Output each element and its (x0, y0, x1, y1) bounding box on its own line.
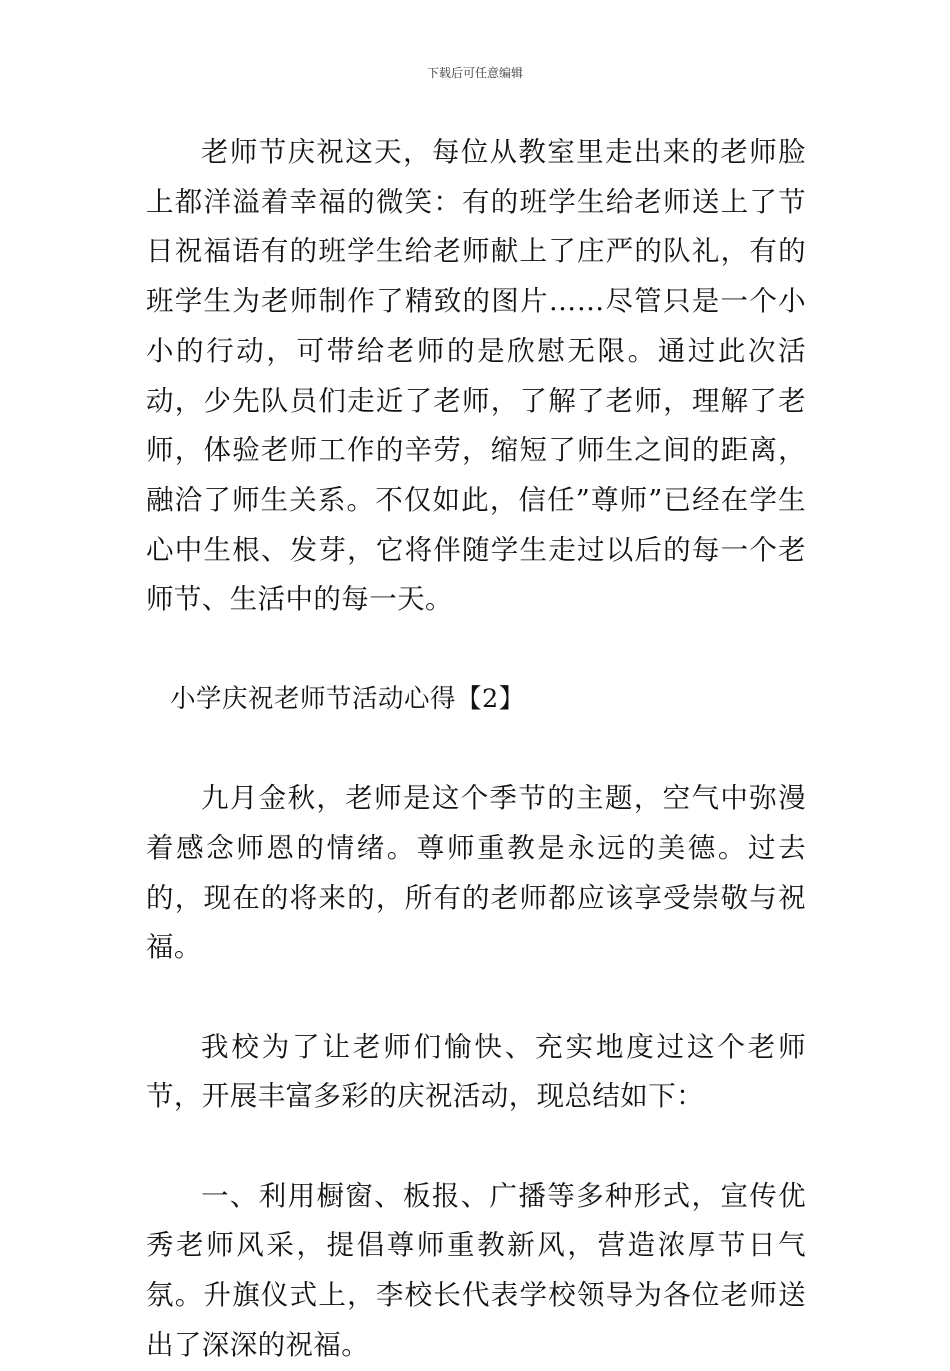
page-header-note: 下载后可任意编辑 (426, 66, 523, 80)
paragraph-gap (146, 1122, 806, 1172)
paragraph-september-autumn: 九月金秋，老师是这个季节的主题，空气中弥漫着感念师恩的情绪。尊师重教是永远的美德。过去的，现在的将来的，所有的老师都应该享受崇敬与祝福。 (146, 782, 806, 964)
paragraph-gap (146, 973, 806, 1023)
paragraph-gap (146, 724, 806, 774)
section-title: 小学庆祝老师节活动心得【2】 (170, 683, 525, 714)
paragraph-gap (146, 625, 806, 675)
document-body (146, 128, 806, 1371)
paragraph-teachers-day-celebration: 老师节庆祝这天，每位从教室里走出来的老师脸上都洋溢着幸福的微笑：有的班学生给老师送上了节日祝福语有的班学生给老师献上了庄严的队礼，有的班学生为老师制作了精致的图片……尽管只是一个小小的行动，可带给老师的是欣慰无限。通过此次活动，少先队员们走近了老师，了解了老师，理解了老师，体验老师工作的辛劳，缩短了师生之间的距离，融洽了师生关系。不仅如此，信任”尊师”已经在学生心中生根、发芽，它将伴随学生走过以后的每一个老师节、生活中的每一天。 (146, 136, 806, 616)
paragraph-school-activities-intro: 我校为了让老师们愉快、充实地度过这个老师节，开展丰富多彩的庆祝活动，现总结如下： (146, 1030, 806, 1113)
paragraph-item-one: 一、利用橱窗、板报、广播等多种形式，宣传优秀老师风采，提倡尊师重教新风，营造浓厚节日气氛。升旗仪式上，李校长代表学校领导为各位老师送出了深深的祝福。 (146, 1179, 806, 1361)
